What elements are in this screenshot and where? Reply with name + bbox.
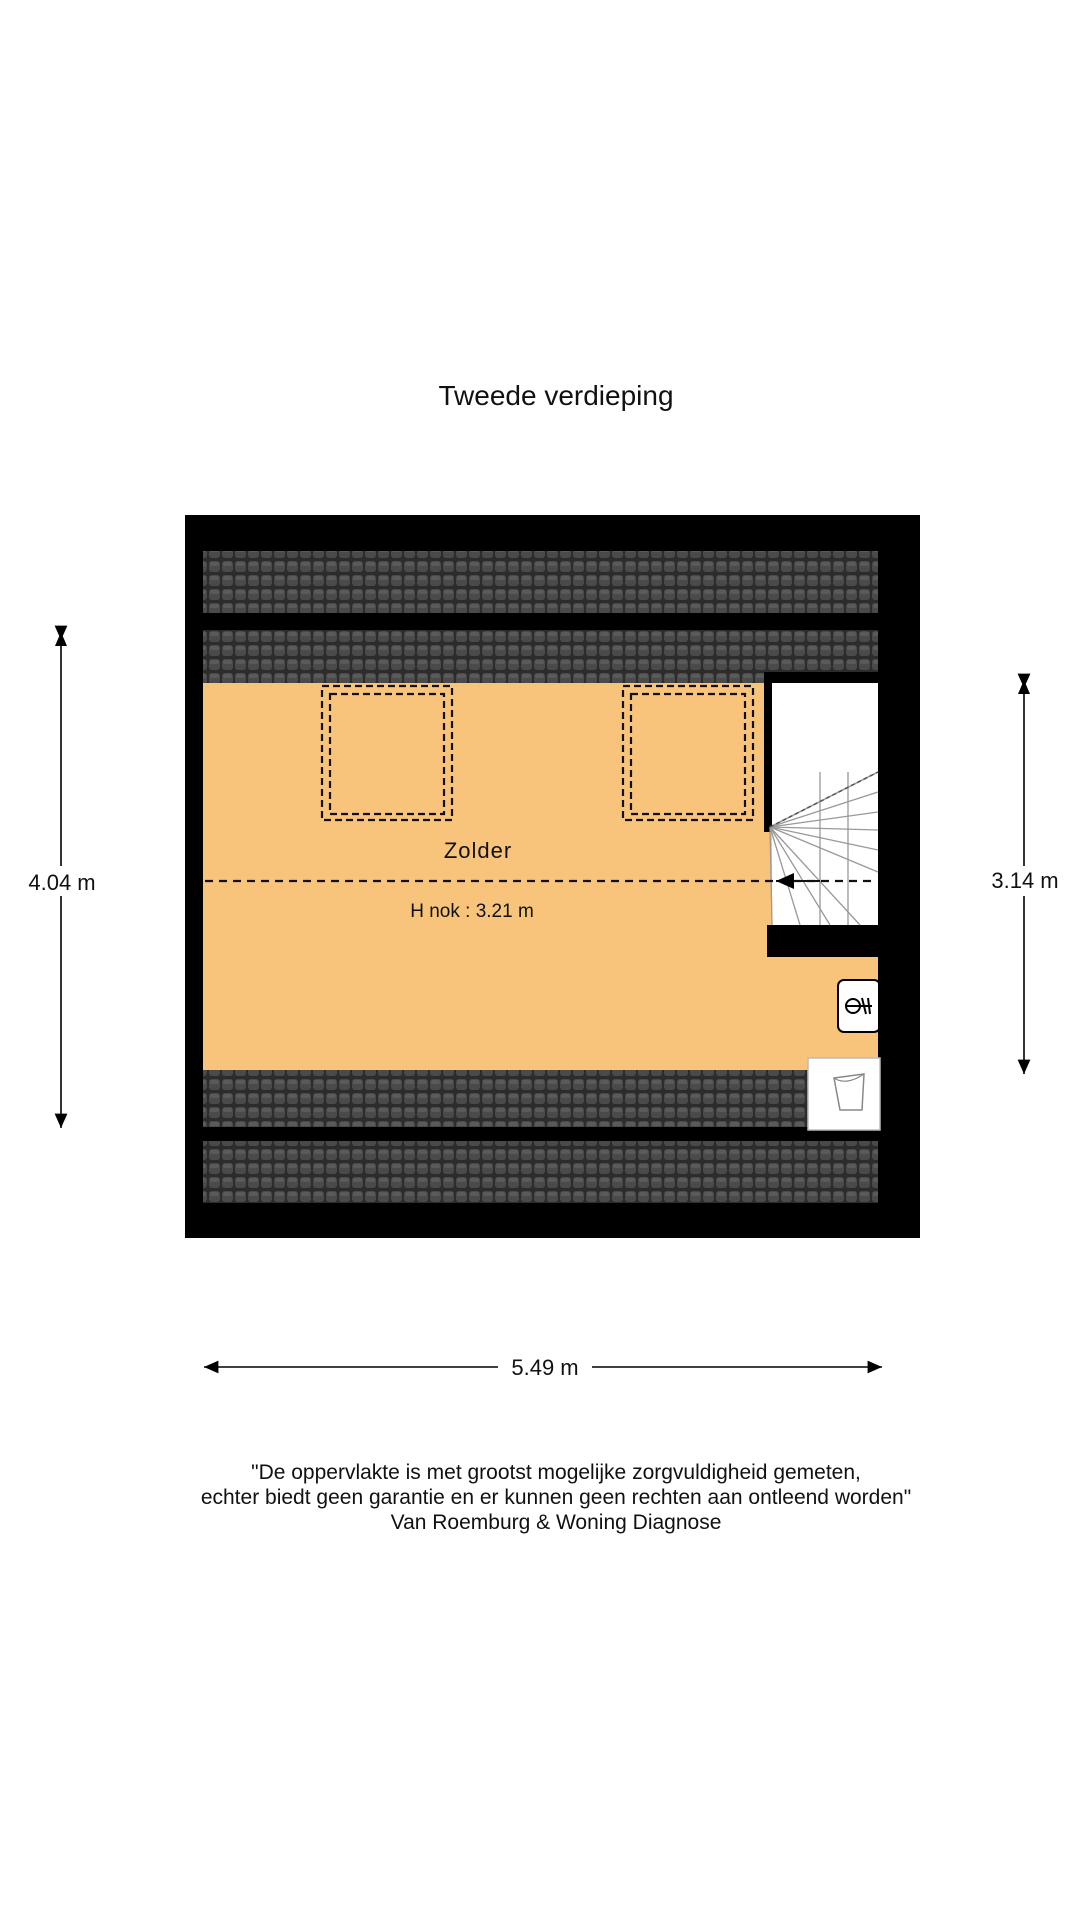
disclaimer-line-1: "De oppervlakte is met grootst mogelijke zorgvuldigheid gemeten, <box>251 1461 861 1484</box>
dim-left-label: 4.04 m <box>28 870 96 895</box>
dim-bottom-label: 5.49 m <box>511 1355 579 1380</box>
dim-right-label: 3.14 m <box>991 868 1059 893</box>
boiler-icon <box>838 980 884 1032</box>
stairwell <box>772 683 878 925</box>
disclaimer-line-3: Van Roemburg & Woning Diagnose <box>390 1511 722 1534</box>
roof-tiles-bottom-1 <box>203 1070 878 1127</box>
stair-wall-bottom <box>767 925 878 957</box>
ridge-height-label: H nok : 3.21 m <box>410 901 534 922</box>
disclaimer <box>0 1460 1080 1535</box>
disclaimer-line-2: echter biedt geen garantie en er kunnen geen rechten aan ontleend worden" <box>200 1486 912 1509</box>
stair-wall-left <box>764 672 772 832</box>
washing-machine-icon <box>808 1058 880 1130</box>
stair-wall-top <box>764 672 878 683</box>
room-label: Zolder <box>443 838 513 863</box>
page-title: Tweede verdieping <box>438 380 674 411</box>
roof-tiles-bottom-2 <box>203 1141 878 1203</box>
roof-tiles-top-1 <box>203 551 878 613</box>
